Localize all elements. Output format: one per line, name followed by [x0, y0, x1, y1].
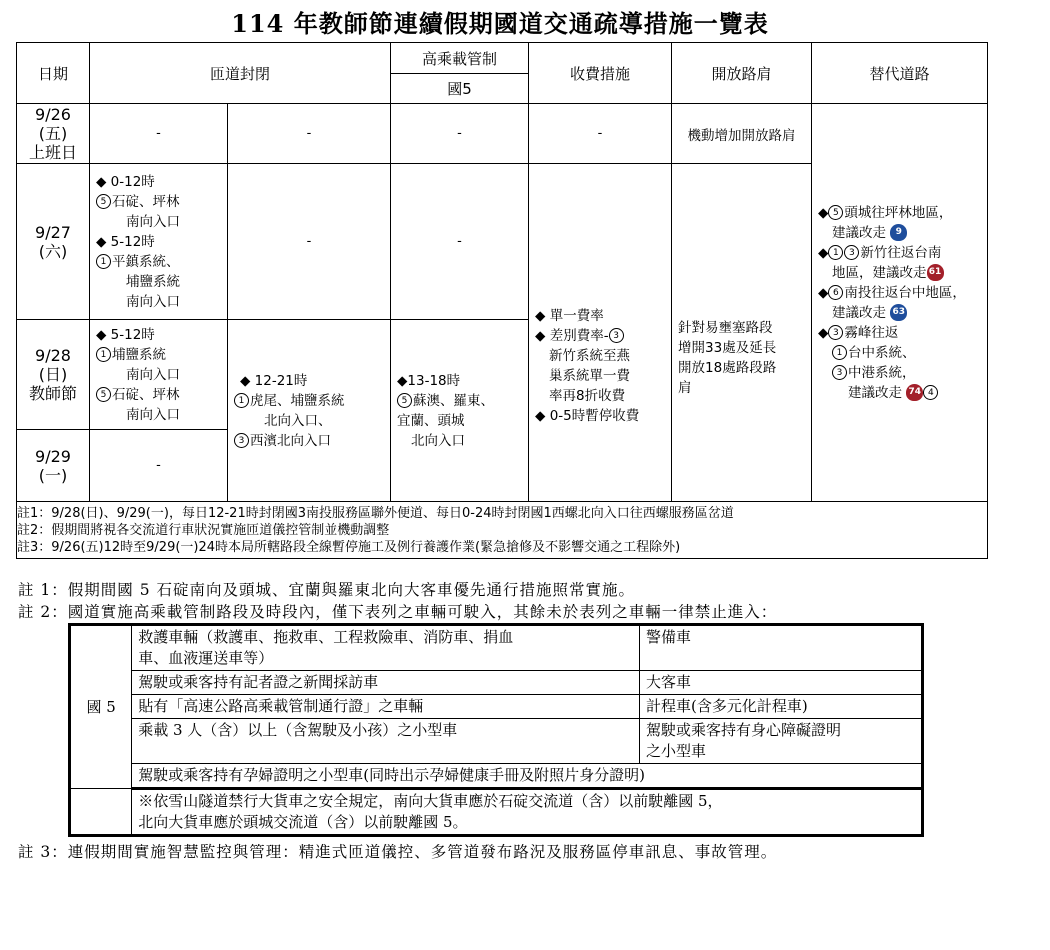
header-toll: 收費措施	[529, 43, 672, 104]
table-note-1: 註1：9/28(日)、9/29(一)，每日12-21時封閉國3南投服務區聯外便道、每日0-24時封閉國1西螺北向入口往西螺服務區岔道	[17, 505, 734, 521]
freeway-3-shield-icon: 3	[828, 325, 843, 340]
note-2: 註 2：國道實施高乘載管制路段及時段內，僅下表列之車輛可駛入，其餘未於表列之車輛一律禁止進入：	[18, 603, 778, 621]
toll-0926: -	[529, 104, 672, 164]
ramp-b-0926: -	[228, 104, 391, 164]
page-title: 114 年教師節連續假期國道交通疏導措施一覽表	[231, 9, 769, 38]
date-cell-0929: 9/29 (一)	[17, 430, 90, 502]
highway-74-shield-icon: 74	[906, 384, 923, 401]
table-note-2: 註2：假期間將視各交流道行車狀況實施匝道儀控管制並機動調整	[17, 522, 390, 538]
alt-route-cell: ◆ 5 頭城往坪林地區， 建議改走 9 ◆ 1 3 新竹往返台南 地區，建議改走 61 ◆ 6 南投往返台中地區， 建議改走 63 ◆ 3 霧峰往返 1 台中系統、 3 中港系統， 建議改走 74 4	[812, 104, 988, 502]
header-ramp-closure: 匝道封閉	[90, 43, 391, 104]
note-1: 註 1：假期間國 5 石碇南向及頭城、宜蘭與羅東北向大客車優先通行措施照常實施。	[18, 581, 636, 599]
hov-item-disability-car: 駕駛或乘客持有身心障礙證明 之小型車	[640, 719, 923, 764]
ramp-a-0926: -	[90, 104, 228, 164]
note-3: 註 3：連假期間實施智慧監控與管理：精進式匝道儀控、多管道發布路況及服務區停車訊息、事故管理。	[18, 843, 778, 861]
freeway-4-shield-icon: 4	[923, 385, 938, 400]
ramp-a-0929: -	[90, 430, 228, 502]
ramp-a-0927: ◆ 0-12時 5 石碇、坪林 南向入口 ◆ 5-12時 1 平鎮系統、 埔鹽系統 南向入口	[90, 164, 228, 320]
freeway-1-shield-icon: 1	[96, 254, 111, 269]
highway-9-shield-icon: 9	[890, 224, 907, 241]
highway-63-shield-icon: 63	[890, 304, 907, 321]
toll-cell: ◆ 單一費率 ◆ 差別費率- 3 新竹系統至燕 巢系統單一費 率再8折收費 ◆ 0-5時暫停收費	[529, 164, 672, 502]
hov-item-press-car: 駕駛或乘客持有記者證之新聞採訪車	[132, 671, 640, 695]
ramp-b-0927: -	[228, 164, 391, 320]
freeway-1-shield-icon: 1	[234, 393, 249, 408]
table-note-3: 註3：9/26(五)12時至9/29(一)24時本局所轄路段全線暫停施工及例行養護作業(緊急搶修及不影響交通之工程除外)	[17, 539, 681, 555]
freeway-3-shield-icon: 3	[844, 245, 859, 260]
header-hov-freeway5: 國5	[391, 74, 529, 104]
freeway-1-shield-icon: 1	[832, 345, 847, 360]
freeway-3-shield-icon: 3	[832, 365, 847, 380]
hov-item-taxi: 計程車(含多元化計程車)	[640, 695, 923, 719]
highway-61-shield-icon: 61	[927, 264, 944, 281]
date-cell-0926: 9/26 (五) 上班日	[17, 104, 90, 164]
shoulder-0926: 機動增加開放路肩	[672, 104, 812, 164]
table-notes	[17, 502, 988, 559]
header-hov: 高乘載管制	[391, 43, 529, 74]
freeway-1-shield-icon: 1	[828, 245, 843, 260]
snow-tunnel-truck-rule: ※依雪山隧道禁行大貨車之安全規定，南向大貨車應於石碇交流道（含）以前駛離國 5， 北向大貨車應於頭城交流道（含）以前駛離國 5。	[132, 789, 923, 836]
hov-item-rescue-vehicles: 救護車輛（救護車、拖救車、工程救險車、消防車、捐血 車、血液運送車等）	[132, 625, 640, 671]
hov-0927: -	[391, 164, 529, 320]
header-shoulder: 開放路肩	[672, 43, 812, 104]
freeway-3-shield-icon: 3	[234, 433, 249, 448]
header-date: 日期	[17, 43, 90, 104]
ramp-a-0928: ◆ 5-12時 1 埔鹽系統 南向入口 5 石碇、坪林 南向入口	[90, 320, 228, 430]
freeway-5-shield-icon: 5	[828, 205, 843, 220]
date-cell-0927: 9/27 (六)	[17, 164, 90, 320]
hov-0926: -	[391, 104, 529, 164]
hov-item-pregnant-car: 駕駛或乘客持有孕婦證明之小型車(同時出示孕婦健康手冊及附照片身分證明)	[132, 764, 923, 789]
freeway-5-shield-icon: 5	[96, 387, 111, 402]
freeway-5-shield-icon: 5	[397, 393, 412, 408]
hov-freeway-label: 國 5	[70, 625, 132, 789]
hov-eligible-vehicles-table	[68, 623, 924, 837]
hov-item-bus: 大客車	[640, 671, 923, 695]
freeway-6-shield-icon: 6	[828, 285, 843, 300]
traffic-measures-table	[16, 42, 988, 559]
freeway-1-shield-icon: 1	[96, 347, 111, 362]
header-alt-route: 替代道路	[812, 43, 988, 104]
date-cell-0928: 9/28 (日) 教師節	[17, 320, 90, 430]
hov-item-three-occupants: 乘載 3 人（含）以上（含駕駛及小孩）之小型車	[132, 719, 640, 764]
hov-0928-0929: ◆13-18時 5 蘇澳、羅東、 宜蘭、頭城 北向入口	[391, 320, 529, 502]
hov-item-permit-vehicle: 貼有「高速公路高乘載管制通行證」之車輛	[132, 695, 640, 719]
ramp-b-0928-0929: ◆ 12-21時 1 虎尾、埔鹽系統 北向入口、 3 西濱北向入口	[228, 320, 391, 502]
freeway-3-shield-icon: 3	[609, 328, 624, 343]
hov-item-police-car: 警備車	[640, 625, 923, 671]
freeway-5-shield-icon: 5	[96, 194, 111, 209]
shoulder-cell: 針對易壅塞路段 增開33處及延長 開放18處路段路 肩	[672, 164, 812, 502]
